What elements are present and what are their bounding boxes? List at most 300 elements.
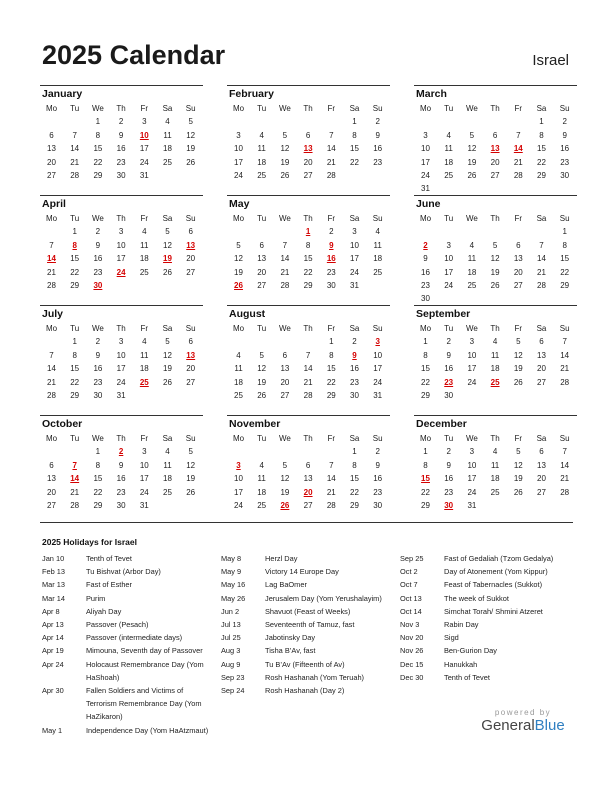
- holiday-name: Fast of Esther: [86, 580, 133, 590]
- weekday-header: Su: [372, 104, 383, 113]
- day: 16: [421, 267, 430, 277]
- holiday-day: 13: [303, 144, 313, 154]
- holiday-date: May 9: [221, 567, 242, 577]
- day: 18: [234, 377, 243, 387]
- holiday-name: Simchat Torah/ Shmini Atzeret: [444, 606, 543, 616]
- weekday-header: We: [278, 324, 291, 333]
- country-label: Israel: [532, 52, 569, 69]
- day: 12: [280, 144, 290, 154]
- month-august: [227, 305, 390, 413]
- holiday-name: Ben-Gurion Day: [444, 646, 497, 656]
- day: 8: [539, 130, 544, 140]
- day: 3: [446, 240, 451, 250]
- month-name: November: [229, 418, 281, 430]
- day: 14: [560, 460, 570, 470]
- weekday-header: Tu: [444, 214, 454, 223]
- weekday-header: Th: [303, 324, 313, 333]
- holiday-date: Oct 14: [400, 606, 422, 616]
- weekday-header: Fr: [514, 104, 523, 113]
- weekday-header: Th: [303, 104, 313, 113]
- holiday-day: 13: [490, 144, 500, 154]
- weekday-header: Su: [372, 324, 383, 333]
- day: 7: [49, 240, 54, 250]
- day: 26: [257, 391, 267, 400]
- month-april: [40, 195, 203, 303]
- month-name: October: [42, 418, 83, 430]
- day: 27: [490, 171, 500, 180]
- holiday-name: Sigd: [444, 633, 459, 643]
- day: 26: [513, 377, 523, 387]
- holiday-date: May 26: [221, 593, 246, 603]
- day: 20: [537, 364, 546, 374]
- holiday-item: [42, 592, 214, 605]
- holiday-item: [221, 552, 393, 565]
- holiday-name: Jabotinsky Day: [265, 633, 316, 643]
- day: 23: [373, 157, 383, 167]
- holiday-date: Jul 25: [221, 633, 241, 643]
- day: 17: [116, 364, 126, 374]
- weekday-header: Tu: [70, 434, 80, 443]
- day: 7: [282, 240, 288, 250]
- day: 29: [537, 171, 546, 180]
- holiday-item: [221, 578, 393, 591]
- day: 23: [326, 267, 336, 277]
- day: 21: [560, 474, 570, 484]
- weekday-header: Su: [372, 434, 383, 443]
- holiday-day: 14: [70, 474, 80, 484]
- weekday-header: Su: [185, 324, 196, 333]
- day: 15: [350, 144, 359, 154]
- day: 28: [70, 501, 80, 510]
- day: 1: [95, 117, 101, 127]
- day: 18: [163, 474, 172, 484]
- day: 14: [70, 144, 80, 154]
- holiday-item: [221, 592, 393, 605]
- day: 31: [373, 391, 383, 400]
- day: 17: [234, 157, 243, 167]
- holiday-date: Apr 19: [42, 646, 64, 656]
- holiday-name: Rosh Hashanah (Day 2): [265, 686, 345, 696]
- holiday-item: [42, 618, 214, 631]
- day: 15: [93, 474, 103, 484]
- holiday-item: [42, 658, 214, 684]
- day: 22: [326, 377, 336, 387]
- weekday-header: Th: [303, 434, 313, 443]
- month-days: [414, 433, 577, 523]
- day: 23: [560, 157, 570, 167]
- day: 31: [116, 391, 126, 400]
- day: 7: [329, 130, 334, 140]
- day: 4: [142, 337, 147, 347]
- day: 1: [562, 227, 567, 237]
- day: 19: [257, 377, 267, 387]
- weekday-header: Mo: [419, 214, 432, 223]
- weekday-header: Mo: [45, 104, 58, 113]
- day: 14: [303, 364, 313, 374]
- day: 9: [446, 350, 451, 360]
- day: 24: [234, 501, 243, 510]
- day: 6: [516, 240, 521, 250]
- day: 15: [350, 474, 359, 484]
- holiday-day: 13: [186, 240, 196, 250]
- holiday-name: Passover (intermediate days): [86, 633, 183, 643]
- weekday-header: Su: [559, 324, 570, 333]
- day: 8: [423, 460, 428, 470]
- day: 17: [421, 157, 430, 167]
- holiday-day: 9: [352, 350, 357, 360]
- weekday-header: Th: [116, 434, 126, 443]
- day: 16: [350, 364, 359, 374]
- day: 4: [446, 130, 451, 140]
- day: 10: [234, 144, 243, 154]
- month-divider: [227, 305, 390, 306]
- day: 9: [95, 240, 101, 250]
- holiday-day: 19: [163, 254, 172, 264]
- day: 21: [47, 267, 56, 277]
- day: 1: [329, 337, 334, 347]
- day: 28: [326, 171, 336, 180]
- day: 25: [139, 267, 149, 277]
- day: 12: [280, 474, 290, 484]
- day: 8: [423, 350, 428, 360]
- holiday-day: 26: [280, 501, 290, 510]
- weekday-header: Sa: [536, 324, 547, 333]
- weekday-header: We: [91, 434, 104, 443]
- day: 8: [329, 350, 334, 360]
- day: 19: [163, 364, 172, 374]
- day: 4: [165, 117, 170, 127]
- day: 8: [562, 240, 567, 250]
- weekday-header: Th: [490, 434, 500, 443]
- month-december: [414, 415, 577, 523]
- holiday-item: [221, 631, 393, 644]
- holiday-item: [42, 605, 214, 618]
- day: 11: [467, 254, 477, 264]
- holiday-name: Day of Atonement (Yom Kippur): [444, 567, 548, 577]
- holiday-day: 16: [326, 254, 336, 264]
- day: 9: [423, 254, 428, 264]
- holiday-date: Mar 14: [42, 593, 66, 603]
- holiday-item: [42, 631, 214, 644]
- day: 25: [467, 281, 477, 290]
- day: 12: [467, 144, 477, 154]
- day: 31: [139, 501, 149, 510]
- holiday-item: [400, 631, 572, 644]
- day: 19: [467, 157, 477, 167]
- day: 30: [93, 391, 103, 400]
- brand-blue: Blue: [534, 717, 565, 734]
- holiday-date: Feb 13: [42, 567, 66, 577]
- holiday-name: The week of Sukkot: [444, 593, 509, 603]
- holiday-date: Jul 13: [221, 620, 241, 630]
- holiday-item: [221, 658, 393, 671]
- weekday-header: Sa: [349, 104, 360, 113]
- day: 9: [118, 130, 124, 140]
- day: 22: [303, 267, 313, 277]
- day: 10: [350, 240, 359, 250]
- holiday-column: [400, 552, 572, 684]
- weekday-header: Sa: [349, 324, 360, 333]
- holiday-date: Aug 9: [221, 659, 241, 669]
- day: 25: [234, 391, 243, 400]
- day: 1: [95, 447, 101, 457]
- day: 23: [373, 487, 383, 497]
- day: 10: [116, 350, 126, 360]
- weekday-header: Tu: [257, 214, 267, 223]
- day: 2: [329, 227, 334, 237]
- day: 19: [234, 267, 243, 277]
- day: 24: [350, 267, 359, 277]
- weekday-header: Th: [490, 104, 500, 113]
- day: 10: [467, 460, 477, 470]
- holiday-name: Tu Bishvat (Arbor Day): [86, 567, 161, 577]
- weekday-header: Th: [303, 214, 313, 223]
- day: 24: [467, 487, 477, 497]
- day: 12: [186, 460, 196, 470]
- holiday-day: 10: [139, 130, 149, 140]
- day: 1: [352, 447, 357, 457]
- day: 1: [72, 227, 77, 237]
- day: 4: [142, 227, 147, 237]
- day: 23: [421, 281, 430, 290]
- day: 7: [305, 350, 311, 360]
- month-name: December: [416, 418, 467, 430]
- weekday-header: Sa: [536, 214, 547, 223]
- day: 26: [490, 281, 500, 290]
- day: 26: [513, 487, 523, 497]
- day: 9: [375, 130, 380, 140]
- day: 10: [373, 350, 383, 360]
- day: 20: [186, 254, 196, 264]
- weekday-header: We: [278, 104, 291, 113]
- weekday-header: Th: [490, 214, 500, 223]
- day: 11: [257, 474, 266, 484]
- holiday-day: 26: [234, 281, 243, 290]
- weekday-header: Fr: [514, 324, 523, 333]
- month-days: [227, 213, 390, 303]
- day: 1: [423, 337, 428, 347]
- day: 17: [139, 144, 149, 154]
- day: 3: [423, 130, 428, 140]
- day: 5: [492, 240, 498, 250]
- day: 13: [537, 460, 546, 470]
- day: 16: [444, 474, 454, 484]
- holiday-date: Mar 13: [42, 580, 66, 590]
- day: 18: [139, 254, 149, 264]
- weekday-header: Mo: [232, 104, 245, 113]
- day: 12: [513, 460, 523, 470]
- day: 4: [492, 337, 498, 347]
- day: 24: [444, 281, 454, 290]
- day: 20: [186, 364, 196, 374]
- weekday-header: We: [91, 214, 104, 223]
- weekday-header: Sa: [536, 434, 547, 443]
- day: 13: [257, 254, 267, 264]
- weekday-header: Th: [116, 324, 126, 333]
- day: 23: [350, 377, 359, 387]
- holiday-item: [400, 671, 572, 684]
- day: 30: [350, 391, 359, 400]
- day: 30: [326, 281, 336, 290]
- day: 22: [70, 377, 80, 387]
- day: 20: [280, 377, 290, 387]
- day: 5: [516, 337, 521, 347]
- day: 22: [93, 157, 103, 167]
- day: 2: [446, 447, 451, 457]
- day: 12: [163, 350, 172, 360]
- month-divider: [414, 415, 577, 416]
- day: 21: [70, 157, 80, 167]
- holiday-date: Dec 15: [400, 659, 424, 669]
- day: 4: [165, 447, 170, 457]
- day: 4: [236, 350, 241, 360]
- day: 22: [560, 267, 570, 277]
- month-september: [414, 305, 577, 413]
- weekday-header: Th: [116, 104, 126, 113]
- day: 23: [93, 377, 103, 387]
- day: 11: [444, 144, 453, 154]
- day: 16: [116, 144, 126, 154]
- day: 25: [373, 267, 383, 277]
- holiday-item: [400, 644, 572, 657]
- day: 20: [47, 487, 56, 497]
- day: 27: [303, 501, 313, 510]
- day: 13: [537, 350, 546, 360]
- day: 18: [467, 267, 477, 277]
- holiday-item: [400, 552, 572, 565]
- weekday-header: Fr: [140, 104, 149, 113]
- day: 4: [375, 227, 380, 237]
- holiday-day: 25: [490, 377, 500, 387]
- day: 26: [280, 171, 290, 180]
- holiday-day: 20: [303, 487, 313, 497]
- day: 1: [423, 447, 428, 457]
- holiday-name: Fast of Gedaliah (Tzom Gedalya): [444, 554, 554, 563]
- weekday-header: Sa: [349, 214, 360, 223]
- holiday-day: 7: [72, 460, 77, 470]
- holiday-name: Passover (Pesach): [86, 620, 149, 630]
- day: 28: [303, 391, 313, 400]
- day: 8: [305, 240, 311, 250]
- month-march: [414, 85, 577, 193]
- day: 12: [490, 254, 500, 264]
- day: 25: [257, 501, 267, 510]
- day: 26: [163, 377, 172, 387]
- weekday-header: Mo: [45, 214, 58, 223]
- month-divider: [227, 85, 390, 86]
- day: 29: [93, 171, 103, 180]
- holiday-date: May 1: [42, 725, 63, 735]
- day: 31: [467, 501, 477, 510]
- holiday-name: Tenth of Tevet: [444, 672, 490, 682]
- holiday-name: Tu B’Av (Fifteenth of Av): [265, 659, 345, 669]
- day: 14: [537, 254, 546, 264]
- month-divider: [227, 195, 390, 196]
- day: 17: [350, 254, 359, 264]
- month-name: January: [42, 88, 83, 100]
- day: 28: [513, 171, 523, 180]
- day: 27: [513, 281, 523, 290]
- holiday-date: Oct 2: [400, 567, 418, 577]
- day: 11: [257, 144, 266, 154]
- weekday-header: Sa: [162, 214, 173, 223]
- day: 24: [421, 171, 430, 180]
- holiday-date: Nov 26: [400, 646, 424, 656]
- month-days: [227, 103, 390, 193]
- holiday-day: 2: [423, 240, 428, 250]
- holiday-name: Herzl Day: [265, 554, 298, 563]
- weekday-header: Mo: [45, 324, 58, 333]
- weekday-header: Mo: [419, 104, 432, 113]
- day: 5: [188, 117, 193, 127]
- holiday-date: Nov 3: [400, 620, 420, 630]
- weekday-header: We: [465, 214, 478, 223]
- holiday-item: [221, 565, 393, 578]
- day: 22: [421, 377, 430, 387]
- month-name: July: [42, 308, 64, 320]
- weekday-header: Mo: [232, 434, 245, 443]
- weekday-header: We: [278, 214, 291, 223]
- day: 19: [513, 364, 523, 374]
- day: 5: [469, 130, 475, 140]
- weekday-header: We: [465, 434, 478, 443]
- weekday-header: Sa: [536, 104, 547, 113]
- day: 2: [95, 337, 101, 347]
- day: 2: [375, 447, 380, 457]
- day: 12: [186, 130, 196, 140]
- holiday-day: 30: [444, 501, 454, 510]
- holiday-item: [221, 684, 393, 697]
- day: 27: [537, 377, 546, 387]
- day: 27: [257, 281, 267, 290]
- day: 2: [375, 117, 380, 127]
- day: 8: [352, 460, 357, 470]
- weekday-header: Fr: [327, 214, 336, 223]
- holiday-day: 30: [93, 281, 103, 290]
- day: 21: [70, 487, 80, 497]
- day: 27: [186, 377, 196, 387]
- month-name: February: [229, 88, 274, 100]
- day: 23: [444, 487, 454, 497]
- month-name: May: [229, 198, 250, 210]
- weekday-header: Su: [372, 214, 383, 223]
- holiday-name: Rabin Day: [444, 620, 479, 630]
- holiday-day: 25: [139, 377, 149, 387]
- holiday-date: Apr 8: [42, 606, 60, 616]
- holiday-date: Dec 30: [400, 672, 424, 682]
- month-days: [40, 213, 203, 303]
- day: 27: [186, 267, 196, 277]
- day: 21: [326, 487, 336, 497]
- day: 5: [165, 227, 170, 237]
- month-days: [227, 323, 390, 413]
- day: 8: [95, 130, 101, 140]
- day: 19: [186, 144, 196, 154]
- day: 13: [303, 474, 313, 484]
- day: 6: [188, 227, 193, 237]
- day: 20: [257, 267, 267, 277]
- day: 3: [469, 447, 475, 457]
- day: 1: [72, 337, 77, 347]
- weekday-header: Fr: [327, 104, 336, 113]
- day: 29: [93, 501, 103, 510]
- day: 14: [280, 254, 290, 264]
- day: 7: [49, 350, 54, 360]
- day: 8: [352, 130, 357, 140]
- day: 20: [47, 157, 56, 167]
- day: 27: [47, 501, 56, 510]
- holiday-date: Sep 25: [400, 554, 424, 563]
